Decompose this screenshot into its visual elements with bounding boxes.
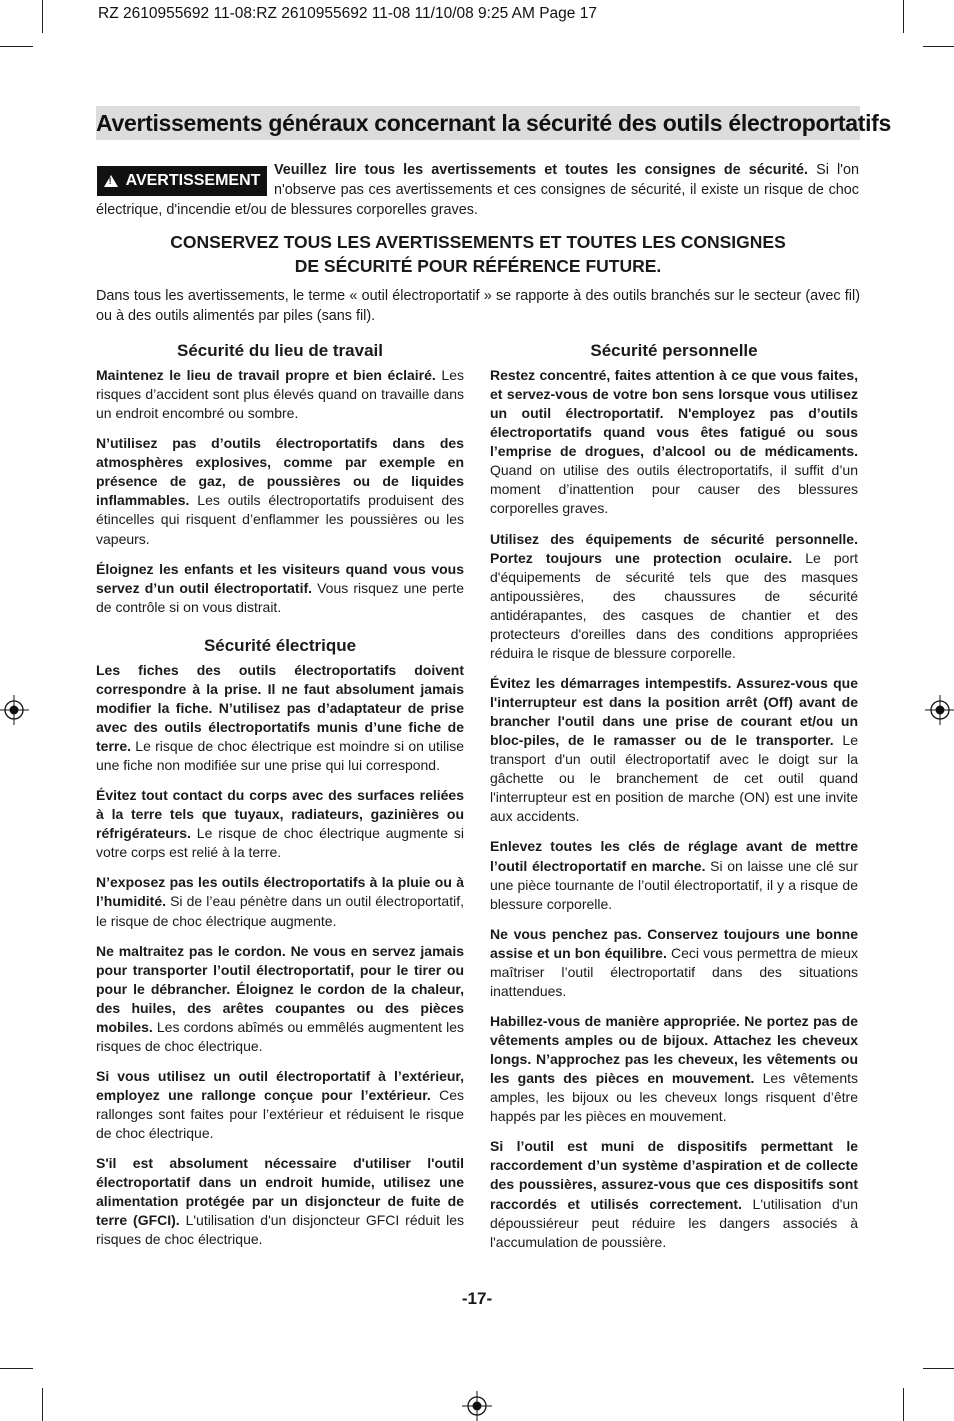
crop-mark [903,0,904,33]
paragraph-lead: Éloignez les enfants et les visiteurs quand vous vous servez d’un outil électroportatif. [96,560,464,596]
paragraph-lead: Utilisez des équipements de sécurité personnelle. Portez toujours une protection oculaire. [490,530,858,566]
safety-paragraph [490,925,858,1001]
safety-paragraph [490,366,858,519]
section-heading: Sécurité du lieu de travail [177,341,383,360]
warning-triangle-icon [104,175,118,187]
safety-paragraph [490,530,858,663]
crop-mark [42,1388,43,1421]
safety-paragraph [96,661,464,775]
safety-paragraph [96,366,464,423]
paragraph-lead: N’utilisez pas d’outils électroportatifs dans des atmosphères explosives, comme par exemple en présence de gaz, de poussières ou de liquides inflammables. [96,435,464,509]
paragraph-lead: Restez concentré, faites attention à ce que vous faites, et servez-vous de votre bon sens lorsque vous utilisez un outil électroportatif. N'employez pas d’outils électroportatifs quand vous êtes fatigué ou sous l’emprise de drogues, d’alcool ou de médicaments. [490,367,858,460]
intro-paragraph: Dans tous les avertissements, le terme « outil électroportatif » se rapporte à des outils branchés sur le secteur (avec fil) ou à des outils alimentés par piles (sans fil). [96,288,860,324]
warning-body: Si l'on n'observe pas ces avertissements et ces consignes de sécurité, il existe un risque de choc électrique, d'incendie et/ou de blessures corporelles graves. [96,162,859,218]
paragraph-lead: Les fiches des outils électroportatifs doivent correspondre à la prise. Il ne faut absolument jamais modifier la fiche. N’utilisez pas d’adaptateur de prise avec des outils électroportatifs munis d’une fiche de terre. [96,661,464,754]
paragraph-lead: Évitez tout contact du corps avec des surfaces reliées à la terre tels que tuyaux, radiateurs, gazinières ou réfrigérateurs. [96,787,464,842]
paragraph-body: Vous risquez une perte de contrôle si on vous distrait. [96,579,464,615]
safety-paragraph [96,1067,464,1143]
paragraph-lead: Maintenez le lieu de travail propre et bien éclairé. [96,367,436,383]
paragraph-body: L'utilisation d'un dépoussiéreur peut réduire les dangers associés à l'accumulation de poussière. [490,1195,858,1250]
section-heading: Sécurité électrique [203,635,357,655]
paragraph-lead: Habillez-vous de manière appropriée. Ne portez pas de vêtements amples ou de bijoux. Attachez les cheveux longs. N’approchez pas les cheveux, les vêtements ou les gants des pièces en mouvement. [490,1012,858,1087]
safety-paragraph [96,786,464,862]
paragraph-body: Les outils électroportatifs produisent des étincelles qui risquent d’enflammer les poussières ou les vapeurs. [96,492,464,547]
warning-lead: Veuillez lire tous les avertissements et toutes les consignes de sécurité. [274,162,808,178]
paragraph-lead: Enlevez toutes les clés de réglage avant de mettre l’outil électroportatif en marche. [490,838,858,874]
paragraph-lead: Évitez les démarrages intempestifs. Assurez-vous que l'interrupteur est dans la position arrêt (Off) avant de brancher l'outil dans une prise de courant et/ou un bloc-piles, de le ramasser ou de le transporter. [490,674,858,749]
paragraph-body: Si de l’eau pénètre dans un outil électroportatif, le risque de choc électrique augmente. [96,893,464,929]
safety-paragraph [490,674,858,827]
paragraph-body: Les cordons abîmés ou emmêlés augmentent les risques de choc électrique. [96,1018,464,1054]
paragraph-body: L'utilisation d'un disjoncteur GFCI réduit les risques de choc électrique. [96,1212,464,1248]
paragraph-body: Ces rallonges sont faites pour l’extérieur et réduisent le risque de choc électrique. [96,1087,464,1142]
crop-mark [0,46,33,47]
safety-paragraph [490,1137,858,1251]
safety-paragraph [490,1012,858,1126]
safety-paragraph [96,942,464,1056]
paragraph-body: Le transport d'un outil électroportatif avec le doigt sur la gâchette ou le branchement de cet outil quand l'interrupteur est en position de marche (ON) est une invite aux accidents. [490,732,858,825]
safety-paragraph [96,560,464,617]
registration-mark-icon [925,695,954,725]
safety-paragraph [96,434,464,548]
left-column [96,340,464,1261]
section-heading: Sécurité personnelle [590,341,758,360]
registration-mark-icon [0,695,29,725]
warning-badge-label: AVERTISSEMENT [125,172,261,189]
paragraph-lead: S'il est absolument nécessaire d'utiliser l'outil électroportatif dans un endroit humide, utilisez une alimentation protégée par un disjoncteur de fuite de terre (GFCI). [96,1155,464,1229]
paragraph-body: Quand on utilise des outils électroportatifs, il suffit d’un moment d’inattention pour causer des blessures corporelles graves. [490,462,858,517]
paragraph-body: Les vêtements amples, les bijoux ou les cheveux longs risquent d’être happés par les pièces en mouvement. [490,1070,858,1125]
paragraph-lead: Si vous utilisez un outil électroportatif à l’extérieur, employez une rallonge conçue pour l’extérieur. [96,1067,464,1103]
crop-mark [923,1368,954,1369]
paragraph-lead: Ne maltraitez pas le cordon. Ne vous en servez jamais pour transporter l’outil électroportatif, pour le tirer ou pour le débrancher. Éloignez le cordon de la chaleur, des huiles, des arêtes coupantes ou des pièces mobiles. [96,942,464,1035]
crop-mark [0,1368,33,1369]
paragraph-body: Le risque de choc électrique augmente si votre corps est relié à la terre. [96,825,464,861]
paragraph-lead: Si l’outil est muni de dispositifs permettant le raccordement d’un système d’aspiration et de collecte des poussières, assurez-vous que ces dispositifs sont raccordés et utilisés correctement. [490,1138,858,1212]
save-instructions-heading: CONSERVEZ TOUS LES AVERTISSEMENTS ET TOUTES LES CONSIGNES DE SÉCURITÉ POUR RÉFÉRENCE FUTURE. [170,232,786,276]
paragraph-lead: N’exposez pas les outils électroportatifs à la pluie ou à l’humidité. [96,874,464,910]
registration-mark-icon [462,1391,492,1421]
warning-badge [97,166,267,196]
paragraph-body: Les risques d’accident sont plus élevés quand on travaille dans un endroit encombré ou sombre. [96,367,465,422]
page-number: -17- [461,1289,493,1308]
paragraph-body: Ceci vous permettra de mieux maîtriser l’outil électroportatif dans des situations inattendues. [490,944,858,999]
printer-slug: RZ 2610955692 11-08:RZ 2610955692 11-08 11/10/08 9:25 AM Page 17 [98,5,597,22]
right-column [490,340,858,1263]
safety-paragraph [490,837,858,913]
title-banner [96,106,892,140]
safety-paragraph [96,1154,464,1249]
paragraph-body: Le port d'équipements de sécurité tels que des masques antipoussières, des chaussures de sécurité antidérapantes, des casques de chantier et des protecteurs d'oreilles dans des conditions appropriées réduira le risque de blessure corporelle. [490,549,858,661]
paragraph-body: Si on laisse une clé sur une pièce tournante de l’outil électroportatif, il y a risque de blessure corporelle. [490,857,858,912]
page-title: Avertissements généraux concernant la sécurité des outils électroportatifs [96,110,892,136]
crop-mark [903,1388,904,1421]
crop-mark [42,0,43,33]
crop-mark [923,46,954,47]
safety-paragraph [96,873,464,930]
paragraph-lead: Ne vous penchez pas. Conservez toujours une bonne assise et un bon équilibre. [490,925,858,961]
paragraph-body: Le risque de choc électrique est moindre si on utilise une fiche non modifiée sur une prise qui lui correspond. [96,738,464,774]
